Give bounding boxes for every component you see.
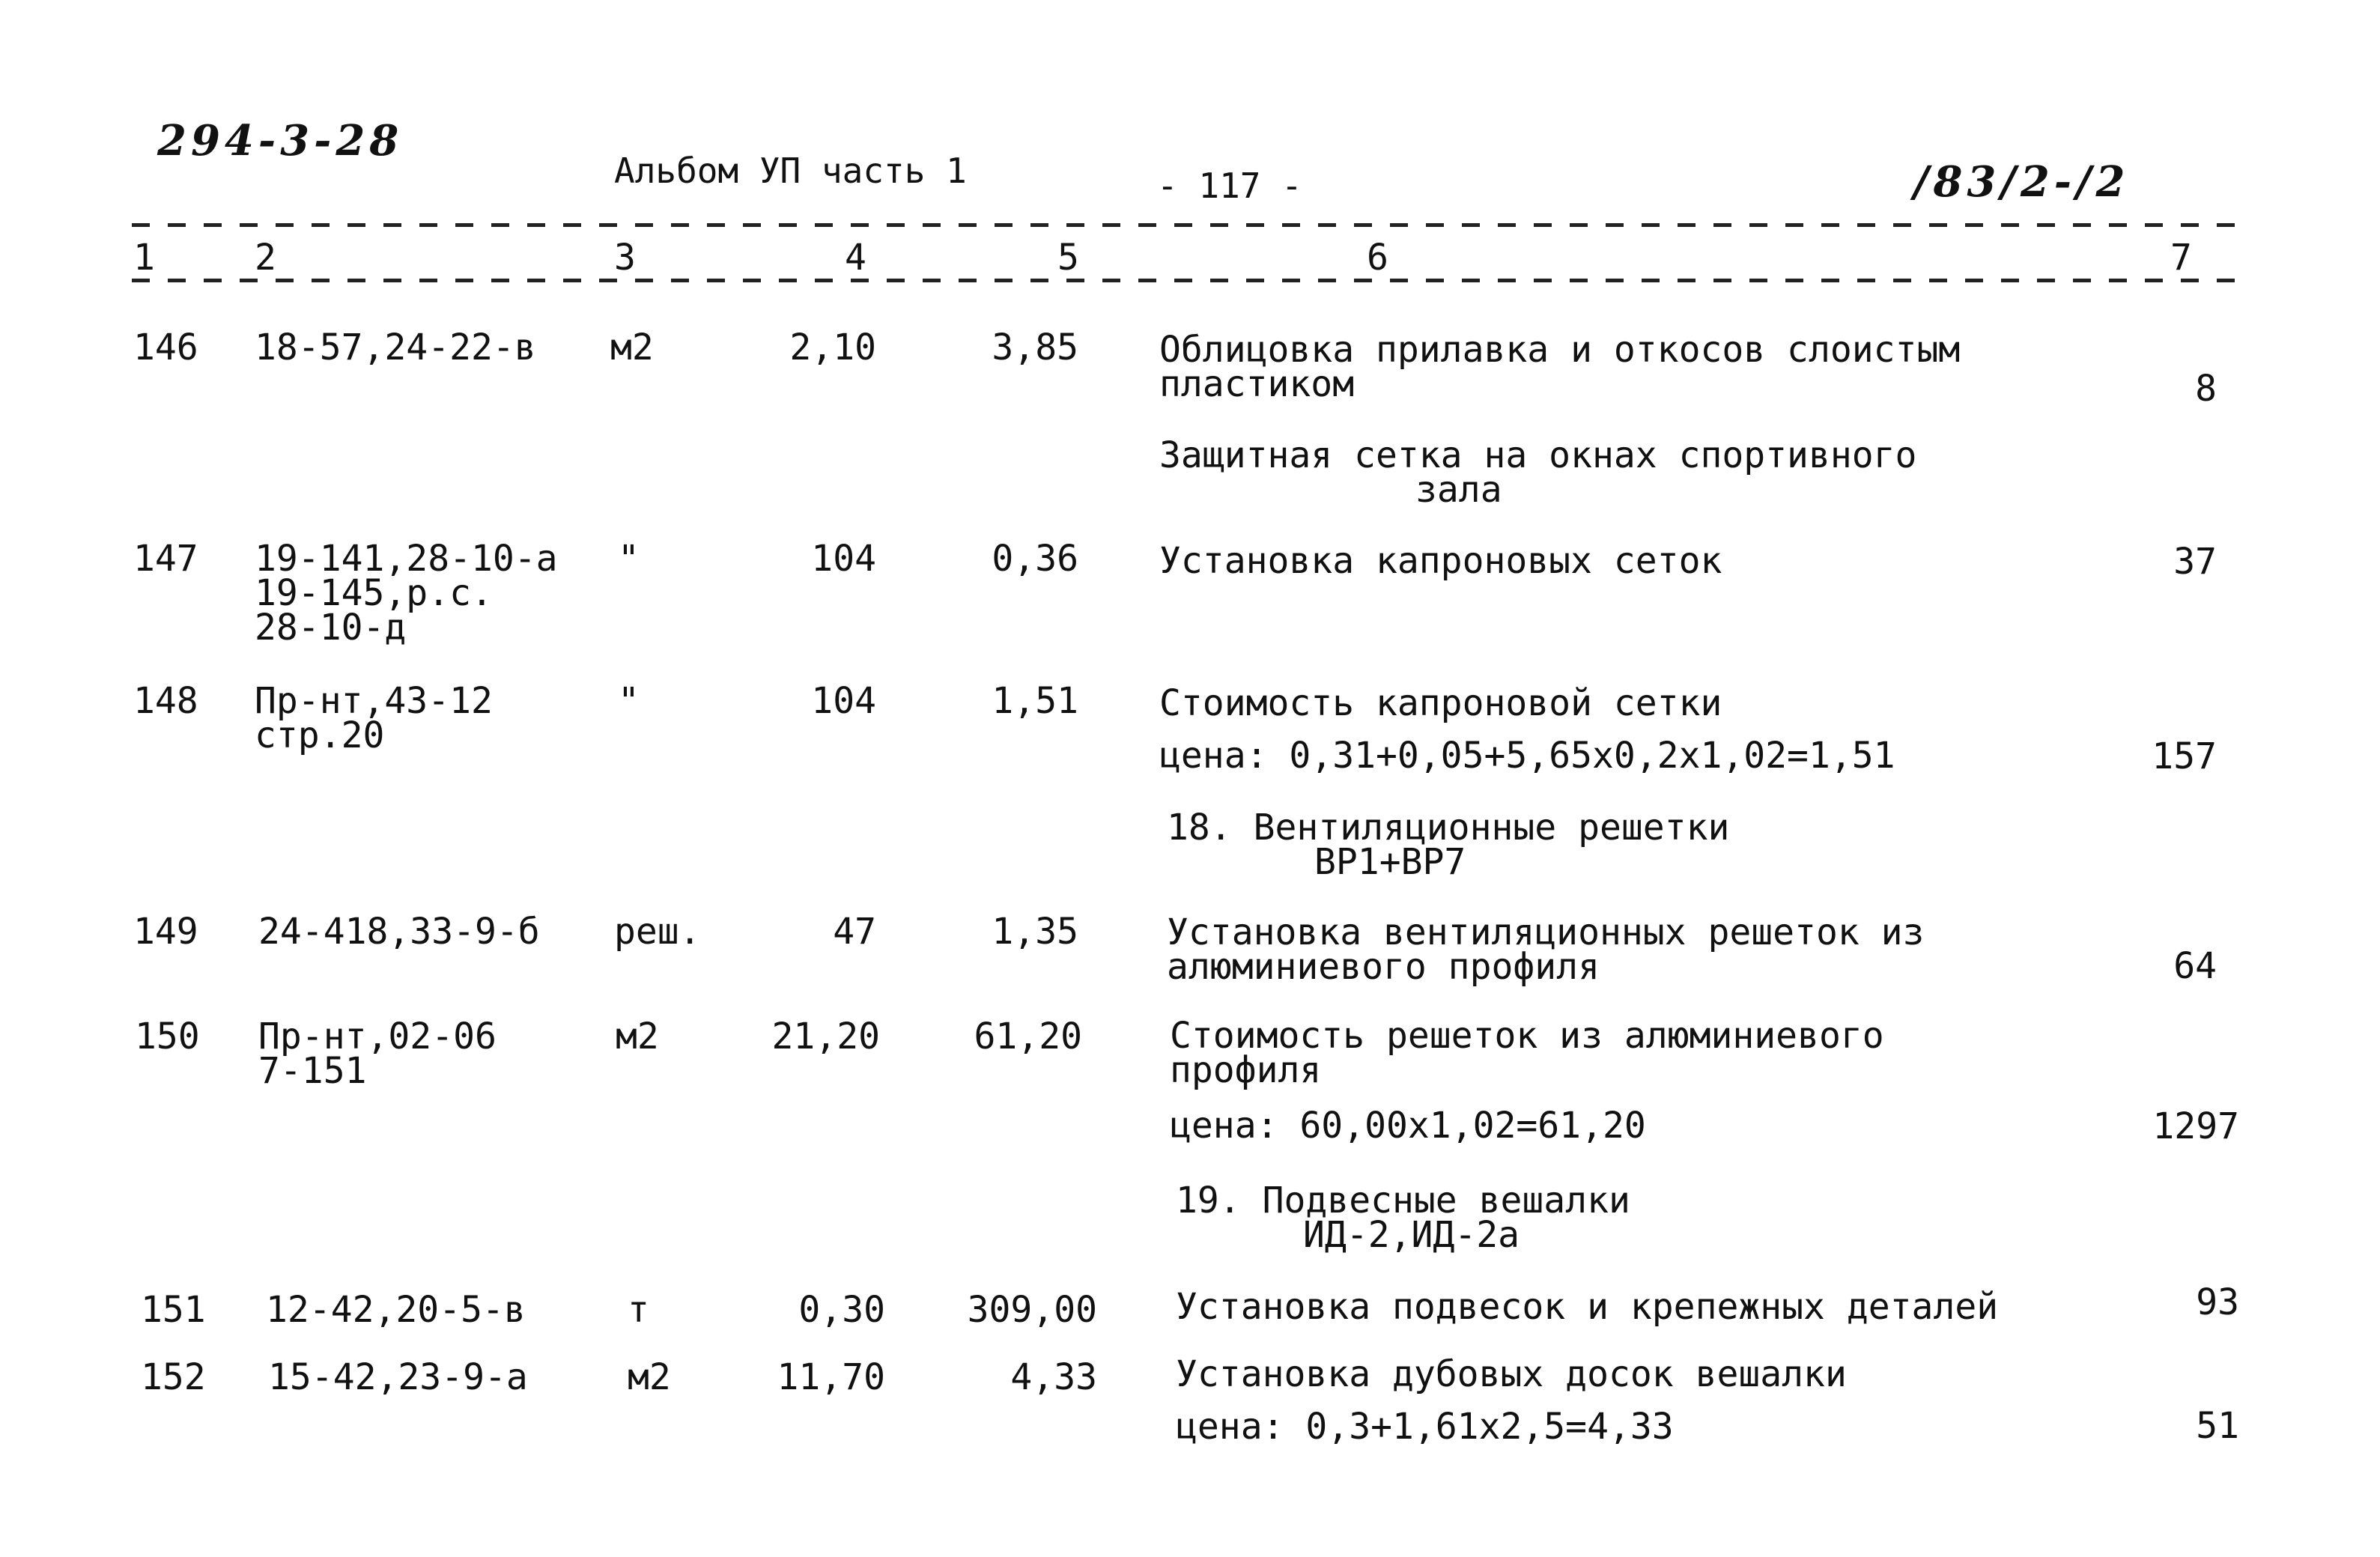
price-formula: цена: 60,00х1,02=61,20 bbox=[1170, 1105, 1646, 1147]
rate-code-line-3: 28-10-д bbox=[255, 607, 407, 649]
quantity: 21,20 bbox=[771, 1016, 880, 1057]
rate-code: 19-141,28-10-а bbox=[255, 538, 558, 580]
total-cost: 1297 bbox=[2152, 1105, 2239, 1147]
column-number-6: 6 bbox=[1367, 237, 1388, 279]
unit: реш. bbox=[614, 911, 701, 953]
price-formula: цена: 0,31+0,05+5,65х0,2х1,02=1,51 bbox=[1159, 735, 1895, 777]
total-cost: 37 bbox=[2173, 541, 2217, 583]
page-number: - 117 - bbox=[1157, 166, 1302, 206]
work-description: Установка подвесок и крепежных деталей bbox=[1176, 1286, 1999, 1328]
rate-code: 15-42,23-9-а bbox=[268, 1356, 528, 1398]
section-title-continued: зала bbox=[1415, 469, 1502, 511]
quantity: 47 bbox=[833, 911, 876, 953]
work-description: Установка капроновых сеток bbox=[1159, 540, 1722, 582]
rate-code: Пр-нт,43-12 bbox=[255, 680, 493, 722]
rate-code: 12-42,20-5-в bbox=[266, 1289, 526, 1331]
unit: м2 bbox=[616, 1016, 659, 1057]
total-cost: 93 bbox=[2196, 1281, 2239, 1323]
column-number-4: 4 bbox=[845, 237, 866, 279]
row-number: 149 bbox=[133, 911, 198, 953]
price-formula: цена: 0,3+1,61х2,5=4,33 bbox=[1176, 1406, 1674, 1448]
column-header-dash-rule bbox=[132, 279, 2250, 282]
rate-code-line-2: стр.20 bbox=[255, 714, 385, 756]
section-title-continued: ВР1+ВР7 bbox=[1314, 841, 1466, 883]
section-title: Защитная сетка на окнах спортивного bbox=[1159, 434, 1917, 476]
row-number: 150 bbox=[135, 1016, 200, 1057]
column-number-5: 5 bbox=[1057, 237, 1079, 279]
unit: т bbox=[628, 1289, 649, 1331]
unit: м2 bbox=[610, 327, 654, 368]
work-description: Установка вентиляционных решеток из bbox=[1167, 911, 1925, 953]
rate-code: Пр-нт,02-06 bbox=[258, 1016, 497, 1057]
row-number: 146 bbox=[133, 327, 198, 368]
total-cost: 157 bbox=[2152, 735, 2217, 777]
unit-price: 0,36 bbox=[992, 538, 1078, 580]
quantity: 104 bbox=[811, 538, 876, 580]
quantity: 2,10 bbox=[789, 327, 876, 368]
column-number-2: 2 bbox=[255, 237, 276, 279]
album-label: Альбом УП часть 1 bbox=[614, 151, 967, 191]
quantity: 104 bbox=[811, 680, 876, 722]
work-description: Стоимость капроновой сетки bbox=[1159, 682, 1722, 724]
unit-price: 1,35 bbox=[992, 911, 1078, 953]
row-number: 151 bbox=[141, 1289, 206, 1331]
section-title-continued: ИД-2,ИД-2а bbox=[1303, 1214, 1520, 1256]
quantity: 11,70 bbox=[777, 1356, 885, 1398]
reference-code: /83/2-/2 bbox=[1913, 157, 2130, 207]
row-number: 147 bbox=[133, 538, 198, 580]
column-number-3: 3 bbox=[614, 237, 636, 279]
unit-price: 309,00 bbox=[967, 1289, 1097, 1331]
unit-price: 1,51 bbox=[992, 680, 1078, 722]
unit-ditto: " bbox=[618, 680, 640, 722]
rate-code-line-2: 7-151 bbox=[258, 1050, 367, 1092]
quantity: 0,30 bbox=[798, 1289, 885, 1331]
work-description-continued: алюминиевого профиля bbox=[1167, 946, 1600, 988]
row-number: 152 bbox=[141, 1356, 206, 1398]
top-dash-rule bbox=[132, 223, 2250, 227]
section-title: 19. Подвесные вешалки bbox=[1176, 1180, 1630, 1221]
row-number: 148 bbox=[133, 680, 198, 722]
unit-ditto: " bbox=[618, 538, 640, 580]
section-title: 18. Вентиляционные решетки bbox=[1167, 807, 1730, 849]
rate-code: 24-418,33-9-б bbox=[258, 911, 540, 953]
unit-price: 3,85 bbox=[992, 327, 1078, 368]
work-description: Установка дубовых досок вешалки bbox=[1176, 1353, 1847, 1395]
work-description: Облицовка прилавка и откосов слоистым пластиком bbox=[1159, 329, 1961, 405]
rate-code-line-2: 19-145,р.с. bbox=[255, 572, 493, 614]
column-number-7: 7 bbox=[2170, 237, 2192, 279]
rate-code: 18-57,24-22-в bbox=[255, 327, 536, 368]
total-cost: 51 bbox=[2196, 1405, 2239, 1447]
doc-code: 294-3-28 bbox=[157, 116, 404, 166]
total-cost: 8 bbox=[2195, 368, 2217, 410]
unit-price: 4,33 bbox=[1010, 1356, 1097, 1398]
unit: м2 bbox=[628, 1356, 671, 1398]
total-cost: 64 bbox=[2173, 945, 2217, 987]
work-description-continued: профиля bbox=[1170, 1049, 1322, 1091]
work-description: Стоимость решеток из алюминиевого bbox=[1170, 1015, 1884, 1057]
unit-price: 61,20 bbox=[974, 1016, 1082, 1057]
column-number-1: 1 bbox=[133, 237, 155, 279]
